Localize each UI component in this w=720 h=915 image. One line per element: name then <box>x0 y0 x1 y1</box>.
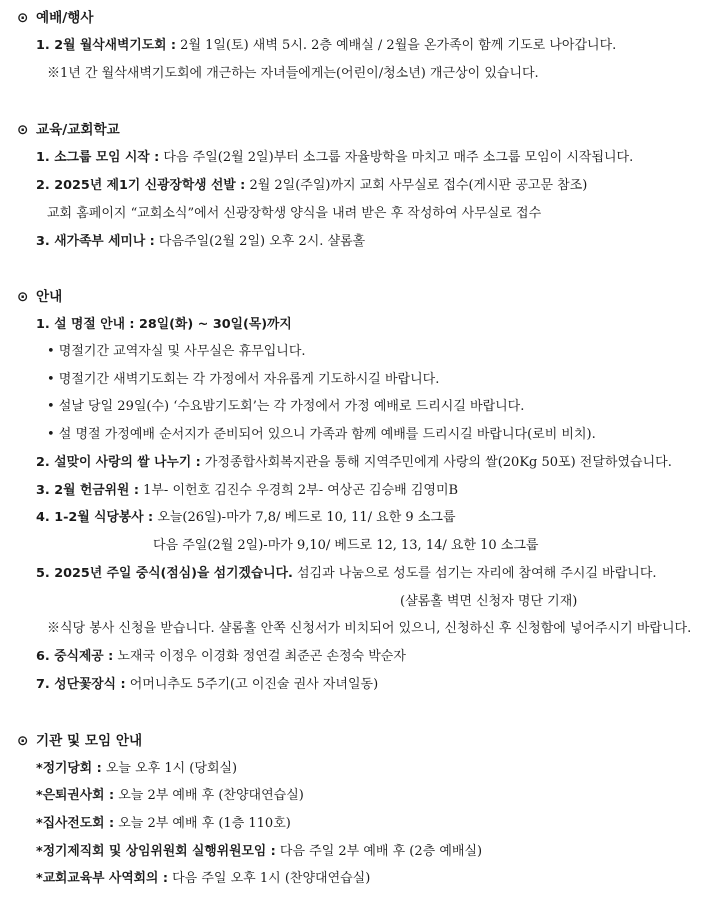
notice-item-5-note: ※식당 봉사 신청을 받습니다. 샬롬홀 안쪽 신청서가 비치되어 있으니, 신청하신 후 신청함에 넣어주시기 바랍니다. <box>47 621 692 636</box>
education-item-3: 3. 새가족부 세미나 : 다음주일(2월 2일) 오후 2시. 샬롬홀 <box>36 234 366 249</box>
notice-item-2: 2. 설맞이 사랑의 쌀 나누기 : 가정종합사회복지관을 통해 지역주민에게 사랑의 쌀(20Kg 50포) 전달하였습니다. <box>36 455 672 470</box>
section-bullet-icon: ⊙ <box>17 289 29 305</box>
notice-item-1: 1. 설 명절 안내 : 28일(화) ~ 30일(목)까지 <box>36 317 292 332</box>
meeting-item-2: *은퇴권사회 : 오늘 2부 예배 후 (찬양대연습실) <box>36 788 304 803</box>
worship-item-1: 1. 2월 월삭새벽기도회 : 2월 1일(토) 새벽 5시. 2층 예배실 / 2월을 온가족이 함께 기도로 나아갑니다. <box>36 38 617 53</box>
notice-item-6: 6. 중식제공 : 노재국 이정우 이경화 정연걸 최준곤 손정숙 박순자 <box>36 649 406 664</box>
education-item-2-detail: 교회 홈페이지 “교회소식”에서 신광장학생 양식을 내려 받은 후 작성하여 사무실로 접수 <box>47 206 542 221</box>
education-item-2: 2. 2025년 제1기 신광장학생 선발 : 2월 2일(주일)까지 교회 사무실로 접수(게시판 공고문 참조) <box>36 178 588 193</box>
section-title-education: ⊙ 교육/교회학교 <box>17 122 120 138</box>
notice-item-3: 3. 2월 헌금위원 : 1부- 이헌호 김진수 우경희 2부- 여상곤 김승배 김영미B <box>36 483 459 498</box>
notice-item-4-detail: 다음 주일(2월 2일)-마가 9,10/ 베드로 12, 13, 14/ 요한 10 소그룹 <box>153 538 539 553</box>
notice-item-7: 7. 성단꽃장식 : 어머니추도 5주기(고 이진술 권사 자녀일동) <box>36 677 379 692</box>
worship-note: ※1년 간 월삭새벽기도회에 개근하는 자녀들에게는(어린이/청소년) 개근상이 있습니다. <box>47 66 539 81</box>
section-title-notice: ⊙ 안내 <box>17 289 63 305</box>
notice-item-5: 5. 2025년 주일 중식(점심)을 섬기겠습니다. 섬김과 나눔으로 성도를 섬기는 자리에 참여해 주시길 바랍니다. <box>36 566 657 581</box>
notice-item-1-detail: • 명절기간 새벽기도회는 각 가정에서 자유롭게 기도하시길 바랍니다. <box>47 372 440 387</box>
notice-item-1-detail: • 명절기간 교역자실 및 사무실은 휴무입니다. <box>47 344 306 359</box>
meeting-item-4: *정기제직회 및 상임위원회 실행위원모임 : 다음 주일 2부 예배 후 (2층 예배실) <box>36 844 483 859</box>
notice-item-5-detail: (샬롬홀 벽면 신청자 명단 기재) <box>400 594 578 609</box>
section-title-worship: ⊙ 예배/행사 <box>17 10 94 26</box>
notice-item-1-detail: • 설날 당일 29일(수) ‘수요밤기도회’는 각 가정에서 가정 예배로 드리시길 바랍니다. <box>47 399 525 414</box>
notice-item-1-detail: • 설 명절 가정예배 순서지가 준비되어 있으니 가족과 함께 예배를 드리시길 바랍니다(로비 비치). <box>47 427 596 442</box>
notice-item-4: 4. 1-2월 식당봉사 : 오늘(26일)-마가 7,8/ 베드로 10, 11/ 요한 9 소그룹 <box>36 510 456 525</box>
meeting-item-1: *정기당회 : 오늘 오후 1시 (당회실) <box>36 761 238 776</box>
meeting-item-3: *집사전도회 : 오늘 2부 예배 후 (1층 110호) <box>36 816 291 831</box>
education-item-1: 1. 소그룹 모임 시작 : 다음 주일(2월 2일)부터 소그룹 자율방학을 마치고 매주 소그룹 모임이 시작됩니다. <box>36 150 634 165</box>
meeting-item-5: *교회교육부 사역회의 : 다음 주일 오후 1시 (찬양대연습실) <box>36 871 371 886</box>
section-bullet-icon: ⊙ <box>17 122 29 138</box>
section-bullet-icon: ⊙ <box>17 733 29 749</box>
section-bullet-icon: ⊙ <box>17 10 29 26</box>
section-title-meetings: ⊙ 기관 및 모임 안내 <box>17 733 143 749</box>
